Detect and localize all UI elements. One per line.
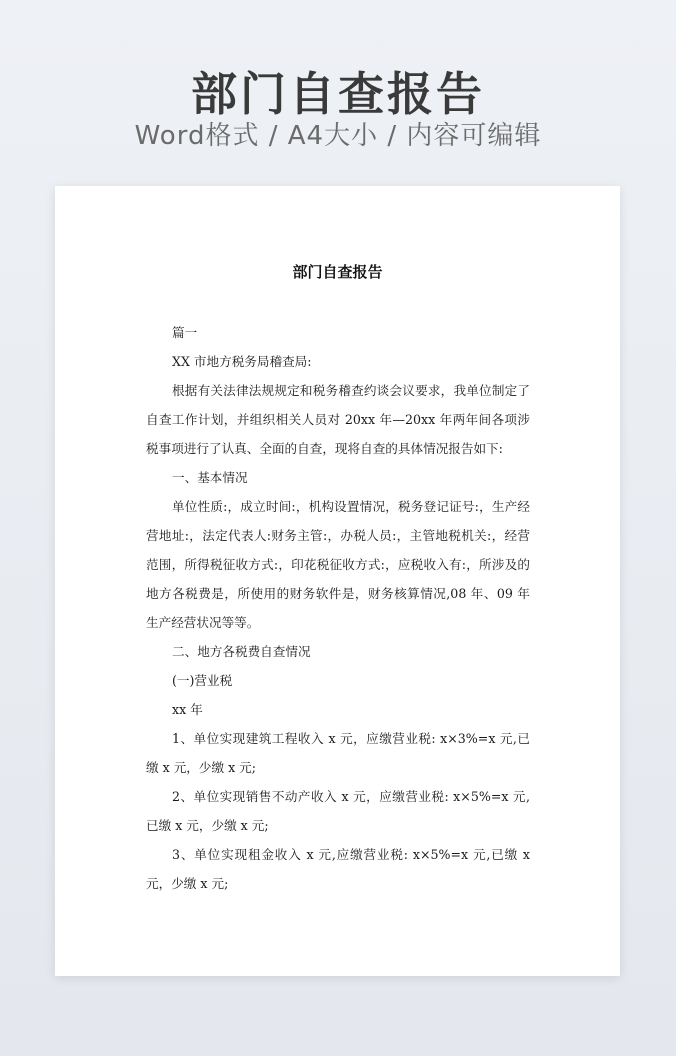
paragraph-intro: 根据有关法律法规规定和税务稽查约谈会议要求，我单位制定了自查工作计划，并组织相关人员对 20xx 年—20xx 年两年间各项涉税事项进行了认真、全面的自查，现将自查的具体情况报告如下:	[146, 383, 530, 456]
section-heading-tax-review: 二、地方各税费自查情况	[172, 644, 311, 659]
paragraph-salutation: XX 市地方税务局稽查局:	[172, 354, 312, 369]
banner-subtitle: Word格式 / A4大小 / 内容可编辑	[134, 121, 542, 151]
subsection-heading-business-tax: (一)营业税	[172, 673, 233, 688]
paragraph-year: xx 年	[172, 702, 203, 717]
list-item: 3、单位实现租金收入 x 元,应缴营业税: x×5%=x 元,已缴 x 元，少缴 x 元;	[146, 847, 530, 891]
section-heading-basic-info: 一、基本情况	[172, 470, 248, 485]
banner-title: 部门自查报告	[191, 67, 485, 121]
paragraph-basic-info: 单位性质:，成立时间:，机构设置情况，税务登记证号:，生产经营地址:，法定代表人:财务主管:，办税人员:，主管地税机关:，经营范围，所得税征收方式:，印花税征收方式:，应税收入有:，所涉及的地方各税费是，所使用的财务软件是，财务核算情况,08 年、09 年生产经营状况等等。	[146, 499, 530, 630]
list-item: 2、单位实现销售不动产收入 x 元，应缴营业税: x×5%=x 元,已缴 x 元，少缴 x 元;	[146, 789, 530, 833]
document-body	[146, 318, 530, 898]
paragraph-chapter: 篇一	[172, 325, 198, 340]
document-page	[55, 186, 620, 976]
list-item: 1、单位实现建筑工程收入 x 元，应缴营业税: x×3%=x 元,已缴 x 元，少缴 x 元;	[146, 731, 530, 775]
document-title: 部门自查报告	[292, 263, 383, 281]
